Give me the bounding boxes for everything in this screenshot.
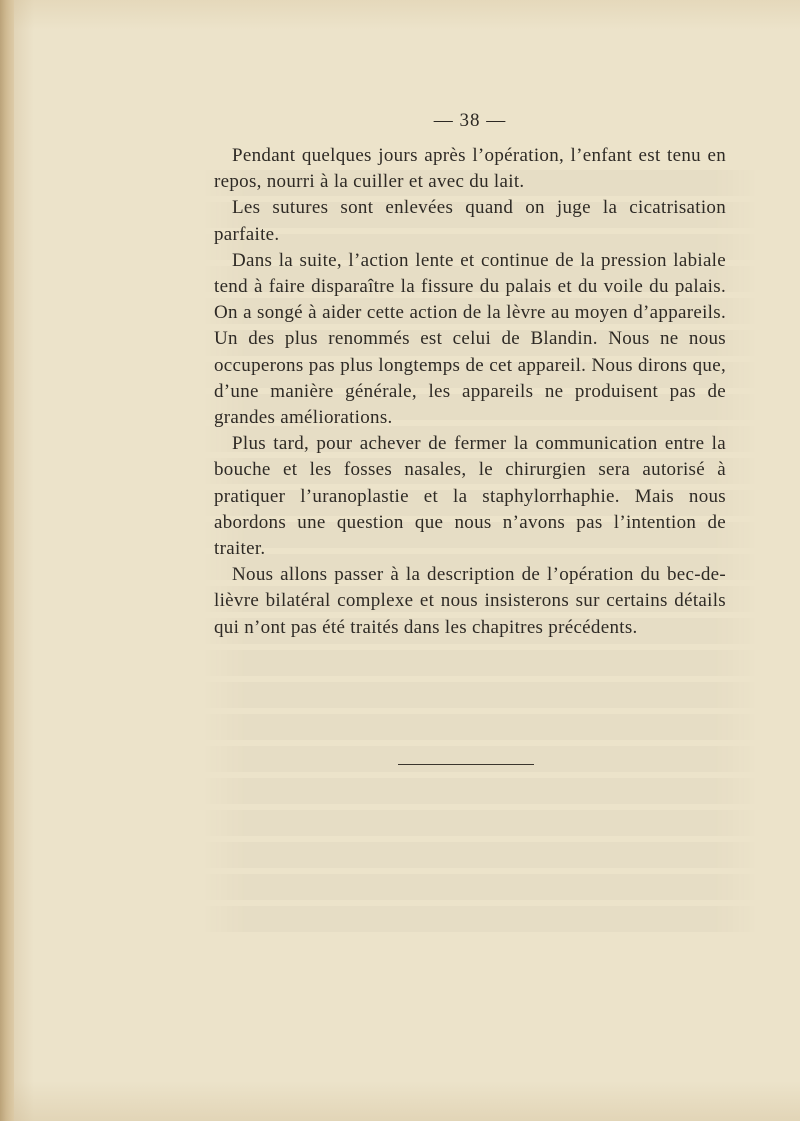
section-divider-rule — [398, 764, 534, 765]
paragraph: Nous allons passer à la description de l’opération du bec-de-lièvre bilatéral complexe et nous insisterons sur certains détails qui n’ont pas été traités dans les chapitres précédents. — [214, 564, 726, 638]
page-number: — 38 — — [433, 110, 507, 131]
paragraph: Les sutures sont enlevées quand on juge la cicatrisation parfaite. — [214, 197, 726, 245]
paragraph: Dans la suite, l’action lente et continue de la pression labiale tend à faire disparaître la fissure du palais et du voile du palais. On a songé à aider cette action de la lèvre au moyen d’appareils. Un des plus renommés est celui de Blandin. Nous ne nous occuperons pas plus longtemps de cet appareil. Nous dirons que, d’une manière générale, les appareils ne produisent pas de grandes améliorations. — [214, 249, 726, 429]
body-text — [214, 143, 726, 641]
page-spine-shadow — [0, 0, 14, 1121]
paragraph: Pendant quelques jours après l’opération, l’enfant est tenu en repos, nourri à la cuiller et avec du lait. — [214, 145, 726, 193]
paragraph: Plus tard, pour achever de fermer la communication entre la bouche et les fosses nasales, le chirurgien sera autorisé à pratiquer l’uranoplastie et la staphylorrhaphie. Mais nous abordons une question que nous n’avons pas l’intention de traiter. — [214, 433, 726, 560]
